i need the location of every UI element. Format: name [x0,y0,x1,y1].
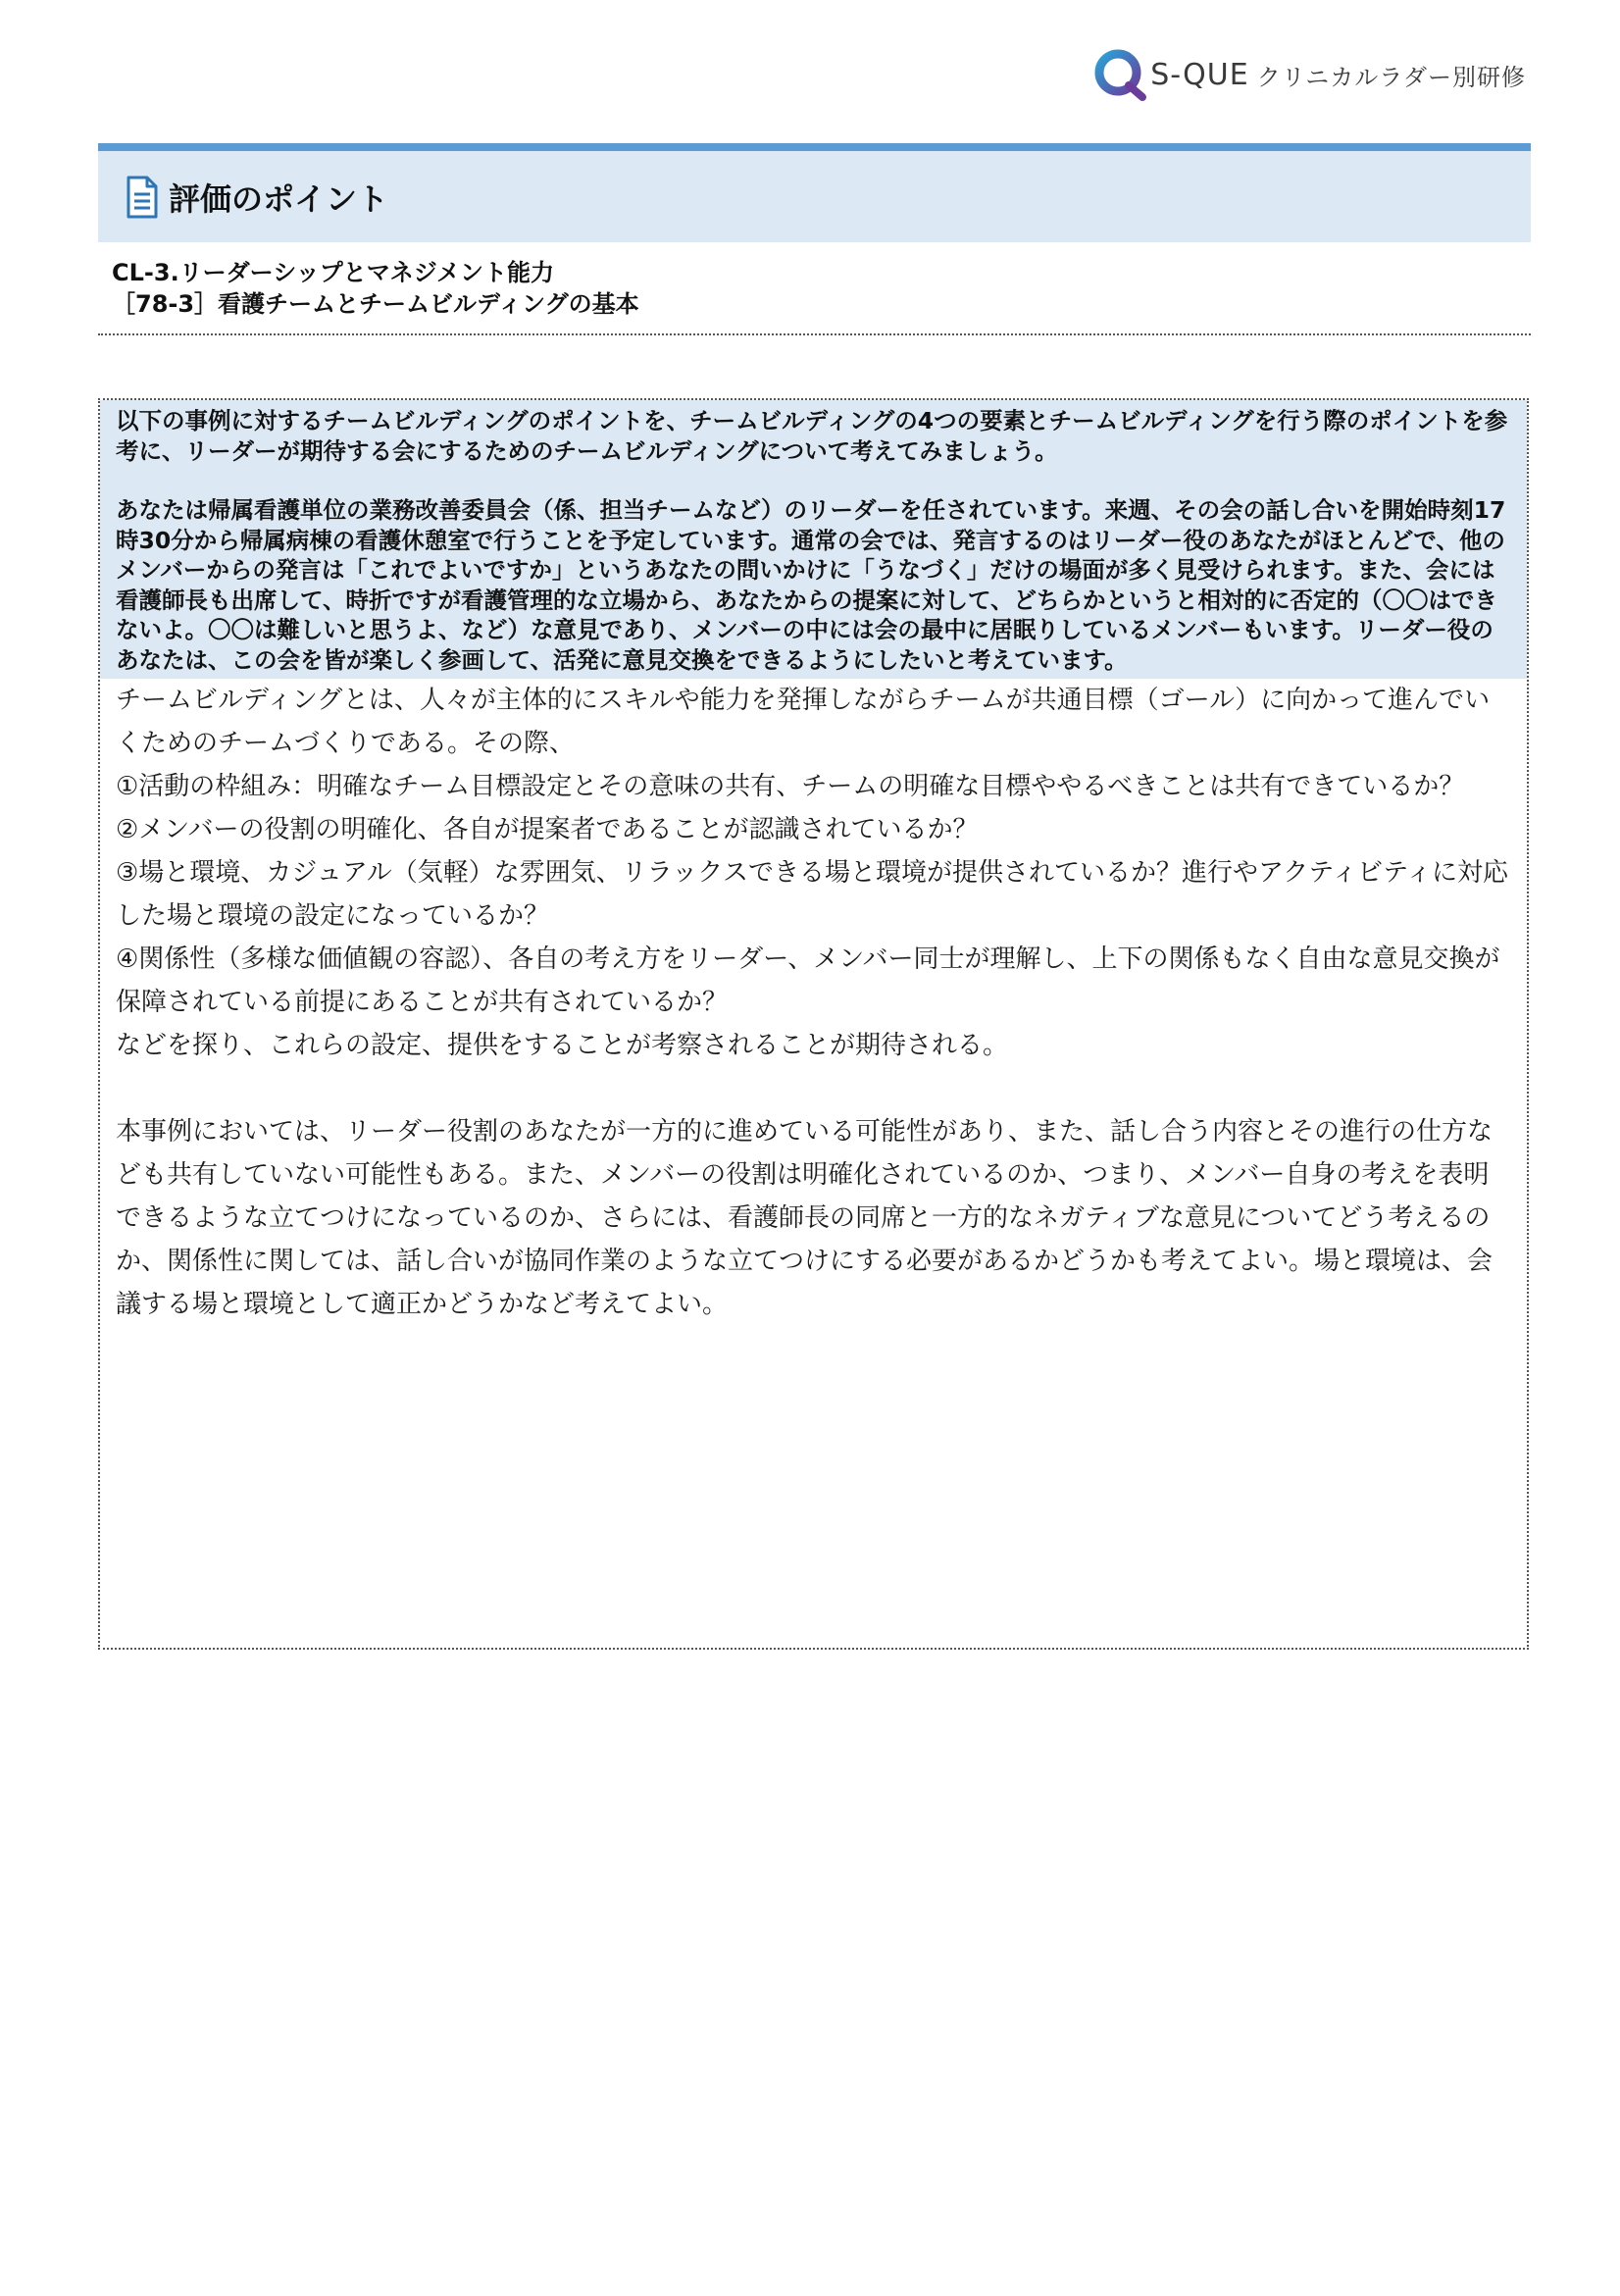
answer-item: ①活動の枠組み：明確なチーム目標設定とその意味の共有、チームの明確な目標ややるべきことは共有できているか？ [116,772,1465,801]
evaluation-answer [100,679,1527,1326]
page-title: 評価のポイント [169,179,389,218]
section-header [98,151,1531,242]
prompt-case: あなたは帰属看護単位の業務改善委員会（係、担当チームなど）のリーダーを任されています。来週、その会の話し合いを開始時刻17時30分から帰属病棟の看護休憩室で行うことを予定しています。通常の会では、発言するのはリーダー役のあなたがほとんどで、他のメンバーからの発言は「これでよいですか」というあなたの問いかけに「うなづく」だけの場面が多く見受けられます。また、会には看護師長も出席して、時折ですが看護管理的な立場から、あなたからの提案に対して、どちらかというと相対的に否定的（〇〇はできないよ。〇〇は難しいと思うよ、など）な意見であり、メンバーの中には会の最中に居眠りしているメンバーもいます。リーダー役のあなたは、この会を皆が楽しく参画して、活発に意見交換をできるようにしたいと考えています。 [116,496,1506,674]
subtitle-line-2: ［78-3］看護チームとチームビルディングの基本 [112,290,639,318]
document-icon [126,176,159,219]
answer-item: ③場と環境、カジュアル（気軽）な雰囲気、リラックスできる場と環境が提供されているか？進行やアクティビティに対応した場と環境の設定になっているか？ [116,858,1509,931]
answer-item: ②メンバーの役割の明確化、各自が提案者であることが認識されているか？ [116,815,979,844]
paragraph-gap [116,1067,1511,1110]
answer-intro: チームビルディングとは、人々が主体的にスキルや能力を発揮しながらチームが共通目標（ゴール）に向かって進んでいくためのチームづくりである。その際、 [116,686,1491,758]
course-subtitle [112,257,639,320]
brand-logo [1093,45,1526,104]
dotted-divider [98,333,1531,335]
prompt-instruction: 以下の事例に対するチームビルディングのポイントを、チームビルディングの4つの要素とチームビルディングを行う際のポイントを参考に、リーダーが期待する会にするためのチームビルディングについて考えてみましょう。 [116,407,1508,465]
logo-brand-text: S-QUE [1150,57,1249,92]
answer-item: ④関係性（多様な価値観の容認）、各自の考え方をリーダー、メンバー同士が理解し、上下の関係もなく自由な意見交換が保障されている前提にあることが共有されているか？ [116,944,1500,1017]
answer-closing: などを探り、これらの設定、提供をすることが考察されることが期待される。 [116,1031,1009,1060]
header-accent-bar [98,143,1531,151]
content-panel [98,398,1529,1650]
answer-discussion: 本事例においては、リーダー役割のあなたが一方的に進めている可能性があり、また、話し合う内容とその進行の仕方なども共有していない可能性もある。また、メンバーの役割は明確化されているのか、つまり、メンバー自身の考えを表明できるような立てつけになっているのか、さらには、看護師長の同席と一方的なネガティブな意見についてどう考えるのか、関係性に関しては、話し合いが協同作業のような立てつけにする必要があるかどうかも考えてよい。場と環境は、会議する場と環境として適正かどうかなど考えてよい。 [116,1117,1493,1319]
logo-tagline: クリニカルラダー別研修 [1256,63,1526,91]
subtitle-line-1: CL-3.リーダーシップとマネジメント能力 [112,259,555,286]
case-prompt [100,400,1527,679]
sque-logo-icon [1093,48,1146,101]
